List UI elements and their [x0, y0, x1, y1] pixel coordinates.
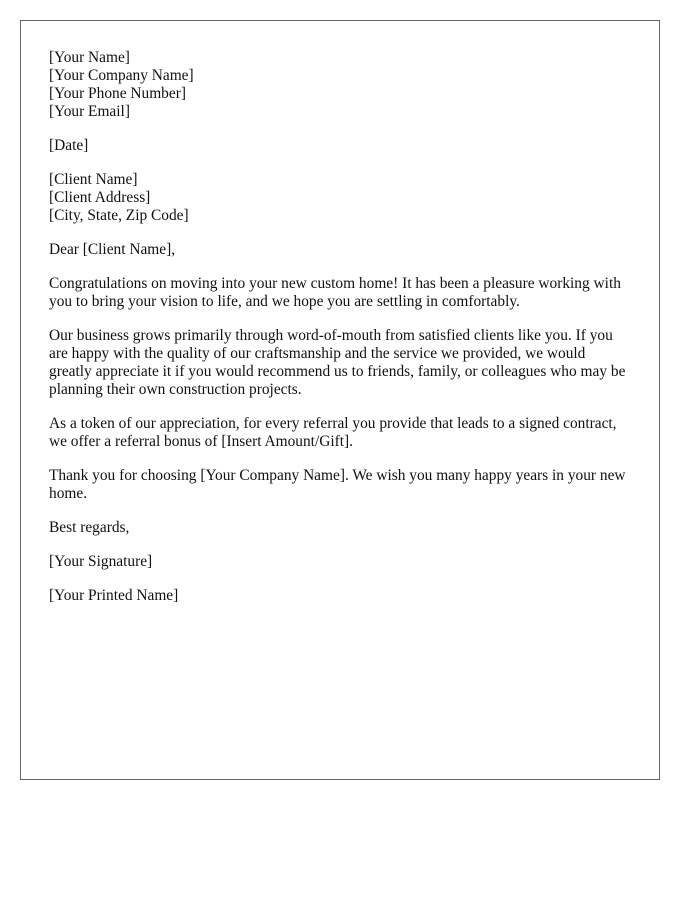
closing: Best regards,	[49, 519, 130, 536]
signature: [Your Signature]	[49, 553, 153, 570]
body-paragraph-2: Our business grows primarily through word-of-mouth from satisfied clients like you. If you are happy with the quality of our craftsmanship and the service we provided, we would greatly appreciate it if you would recommend us to friends, family, or colleagues who may be planning their own construction projects.	[49, 327, 626, 398]
recipient-address: [Client Address]	[49, 189, 151, 206]
body-paragraph-4: Thank you for choosing [Your Company Name]. We wish you many happy years in your new home.	[49, 467, 626, 502]
salutation: Dear [Client Name],	[49, 241, 176, 258]
recipient-city-state-zip: [City, State, Zip Code]	[49, 207, 189, 224]
sender-email: [Your Email]	[49, 103, 130, 120]
body-paragraph-1: Congratulations on moving into your new custom home! It has been a pleasure working with you to bring your vision to life, and we hope you are settling in comfortably.	[49, 275, 621, 310]
printed-name: [Your Printed Name]	[49, 587, 179, 604]
recipient-block	[49, 171, 631, 225]
sender-name: [Your Name]	[49, 49, 130, 66]
sender-company: [Your Company Name]	[49, 67, 194, 84]
date-block	[49, 137, 631, 155]
recipient-name: [Client Name]	[49, 171, 138, 188]
body-paragraph-3: As a token of our appreciation, for every referral you provide that leads to a signed contract, we offer a referral bonus of [Insert Amount/Gift].	[49, 415, 617, 450]
letter-page	[20, 20, 660, 780]
sender-phone: [Your Phone Number]	[49, 85, 186, 102]
letter-date: [Date]	[49, 137, 89, 154]
sender-block	[49, 49, 631, 121]
